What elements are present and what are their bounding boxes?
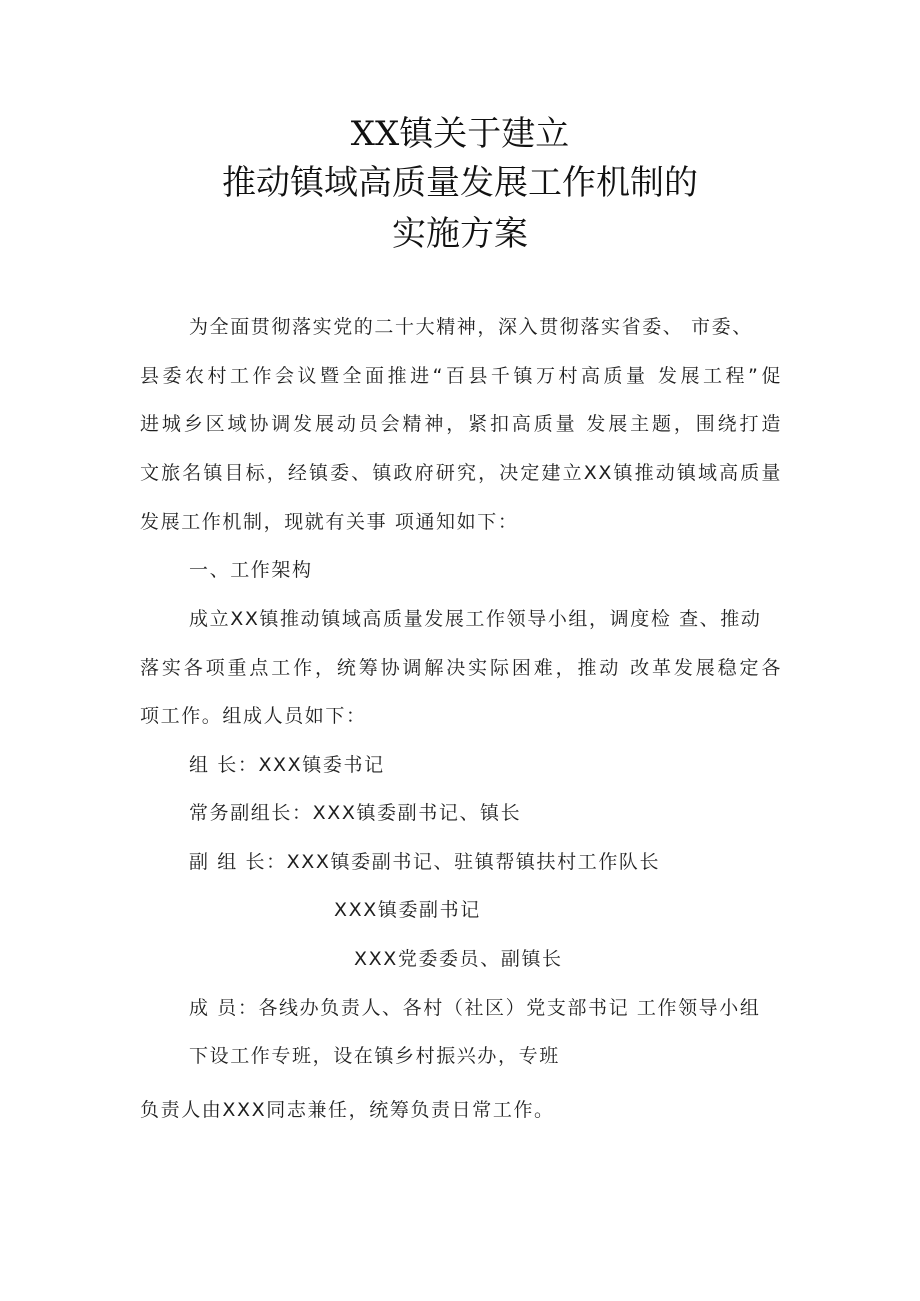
member-line: 组 长：XXX镇委书记 [189, 754, 385, 776]
paragraph-line: 成立XX镇推动镇域高质量发展工作领导小组，调度检 查、推动 [189, 608, 762, 630]
paragraph-line: 下设工作专班，设在镇乡村振兴办，专班 [189, 1045, 560, 1067]
member-line: XXX党委委员、副镇长 [354, 948, 563, 970]
title-line-3: 实施方案 [392, 214, 528, 254]
paragraph-line: 项工作。组成人员如下： [140, 705, 367, 727]
paragraph-line: 落实各项重点工作，统筹协调解决实际困难，推动 改革发展稳定各 [140, 657, 782, 679]
paragraph-line: 文旅名镇目标，经镇委、镇政府研究，决定建立XX镇推动镇域高质量 [140, 462, 782, 484]
paragraph-line: 发展工作机制，现就有关事 项通知如下： [140, 511, 519, 533]
title-line-2: 推动镇域高质量发展工作机制的 [222, 163, 698, 203]
paragraph-line: 县委农村工作会议暨全面推进“百县千镇万村高质量 发展工程”促 [140, 365, 782, 387]
section-heading: 一、工作架构 [189, 559, 313, 581]
member-line: 成 员：各线办负责人、各村（社区）党支部书记 工作领导小组 [189, 997, 761, 1019]
paragraph-line: 进城乡区域协调发展动员会精神，紧扣高质量 发展主题，围绕打造 [140, 413, 782, 435]
title-line-1: XX镇关于建立 [350, 114, 570, 154]
member-line: 副 组 长：XXX镇委副书记、驻镇帮镇扶村工作队长 [189, 851, 661, 873]
member-line: XXX镇委副书记 [334, 899, 481, 921]
member-line: 常务副组长：XXX镇委副书记、镇长 [189, 802, 522, 824]
paragraph-line: 为全面贯彻落实党的二十大精神，深入贯彻落实省委、 市委、 [189, 316, 753, 338]
paragraph-line: 负责人由XXX同志兼任，统筹负责日常工作。 [140, 1099, 555, 1121]
